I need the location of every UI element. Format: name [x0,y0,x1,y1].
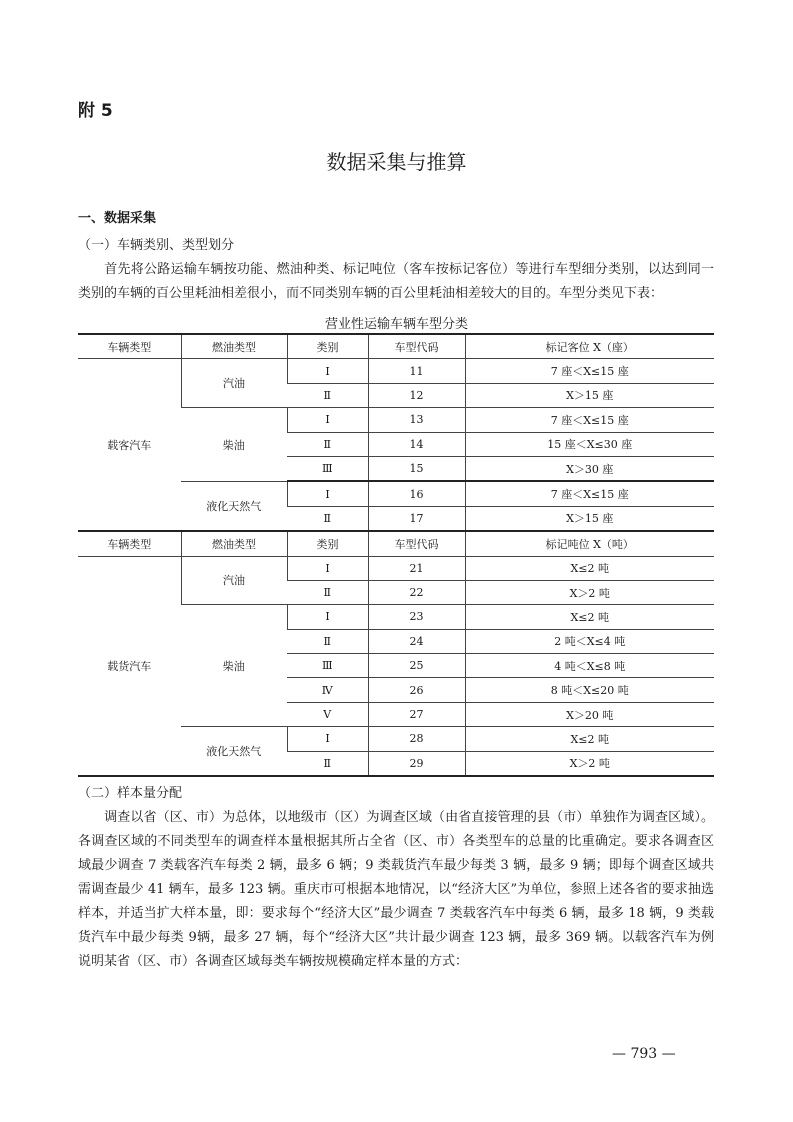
header-cell: 燃油类型 [181,334,287,359]
spec-cell: 2 吨＜X≤4 吨 [465,629,714,653]
spec-cell: X＞20 吨 [465,702,714,726]
header-cell: 标记客位 X（座） [465,334,714,359]
table-caption: 营业性运输车辆车型分类 [324,317,468,332]
header-cell: 类别 [287,531,368,556]
code-cell: 21 [368,556,465,580]
class-cell: Ⅰ [287,605,368,629]
spec-cell: 7 座＜X≤15 座 [465,408,714,432]
spec-cell: X＞15 座 [465,383,714,407]
page-number: — 793 — [612,1046,676,1062]
code-cell: 25 [368,654,465,678]
vehicle-type-cell: 载货汽车 [78,556,181,776]
code-cell: 13 [368,408,465,432]
class-cell: Ⅰ [287,556,368,580]
code-cell: 14 [368,432,465,456]
class-cell: Ⅱ [287,432,368,456]
header-cell: 车型代码 [368,334,465,359]
class-cell: Ⅲ [287,456,368,481]
fuel-cell: 汽油 [181,556,287,605]
spec-cell: X≤2 吨 [465,605,714,629]
spec-cell: X＞2 吨 [465,751,714,776]
code-cell: 16 [368,481,465,506]
appendix-label: 附 5 [78,101,113,121]
fuel-cell: 柴油 [181,605,287,727]
header-cell: 燃油类型 [181,531,287,556]
fuel-cell: 液化天然气 [181,727,287,776]
table-row [78,556,714,580]
spec-cell: 7 座＜X≤15 座 [465,359,714,383]
code-cell: 23 [368,605,465,629]
spec-cell: X≤2 吨 [465,727,714,751]
class-cell: Ⅱ [287,383,368,407]
header-cell: 标记吨位 X（吨） [465,531,714,556]
paragraph: 首先将公路运输车辆按功能、燃油种类、标记吨位（客车按标记客位）等进行车型细分类别，以达到同一类别的车辆的百公里耗油相差很小，而不同类别车辆的百公里耗油相差较大的目的。车型分类见下表： [78,262,714,301]
code-cell: 15 [368,456,465,481]
class-cell: Ⅰ [287,727,368,751]
header-cell: 车辆类型 [78,531,181,556]
class-cell: Ⅱ [287,629,368,653]
paragraph: 调查以省（区、市）为总体，以地级市（区）为调查区域（由省直接管理的县（市）单独作为调查区域）。各调查区域的不同类型车的调查样本量根据其所占全省（区、市）各类型车的总量的比重确定。要求各调查区域最少调查 7 类载客汽车每类 2 辆，最多 6 辆；9 类载货汽车最少每类 3 辆，最多 9 辆；即每个调查区域共需调查最少 41 辆车，最多 123 辆。重庆市可根据本地情况，以“经济大区”为单位，参照上述各省的要求抽选样本，并适当扩大样本量，即：要求每个“经济大区”最少调查 7 类载客汽车中每类 6 辆，最多 18 辆，9 类载货汽车中最少每类 9辆，最多 27 辆，每个“经济大区”共计最少调查 123 辆，最多 369 辆。以载客汽车为例说明某省（区、市）各调查区域每类车辆按规模确定样本量的方式： [78,810,714,969]
spec-cell: X＞15 座 [465,506,714,531]
class-cell: Ⅴ [287,702,368,726]
vehicle-type-cell: 载客汽车 [78,359,181,531]
header-cell: 类别 [287,334,368,359]
spec-cell: 7 座＜X≤15 座 [465,481,714,506]
spec-cell: 15 座＜X≤30 座 [465,432,714,456]
page-title: 数据采集与推算 [326,150,467,174]
header-cell: 车型代码 [368,531,465,556]
code-cell: 26 [368,678,465,702]
class-cell: Ⅰ [287,359,368,383]
class-cell: Ⅰ [287,408,368,432]
table-header-row [78,531,714,556]
table-row [78,359,714,383]
class-cell: Ⅱ [287,580,368,604]
fuel-cell: 汽油 [181,359,287,408]
spec-cell: 8 吨＜X≤20 吨 [465,678,714,702]
code-cell: 11 [368,359,465,383]
code-cell: 12 [368,383,465,407]
fuel-cell: 柴油 [181,408,287,482]
section-heading: 一、数据采集 [78,211,157,226]
spec-cell: X≤2 吨 [465,556,714,580]
subsection-heading: （一）车辆类别、类型划分 [78,238,235,253]
table-header-row [78,334,714,359]
fuel-cell: 液化天然气 [181,481,287,531]
code-cell: 22 [368,580,465,604]
class-cell: Ⅲ [287,654,368,678]
class-cell: Ⅰ [287,481,368,506]
code-cell: 17 [368,506,465,531]
class-cell: Ⅳ [287,678,368,702]
code-cell: 27 [368,702,465,726]
spec-cell: X＞30 座 [465,456,714,481]
class-cell: Ⅱ [287,751,368,776]
header-cell: 车辆类型 [78,334,181,359]
vehicle-type-table [78,333,714,777]
code-cell: 24 [368,629,465,653]
code-cell: 29 [368,751,465,776]
class-cell: Ⅱ [287,506,368,531]
subsection-heading: （二）样本量分配 [78,786,183,801]
spec-cell: 4 吨＜X≤8 吨 [465,654,714,678]
spec-cell: X＞2 吨 [465,580,714,604]
code-cell: 28 [368,727,465,751]
